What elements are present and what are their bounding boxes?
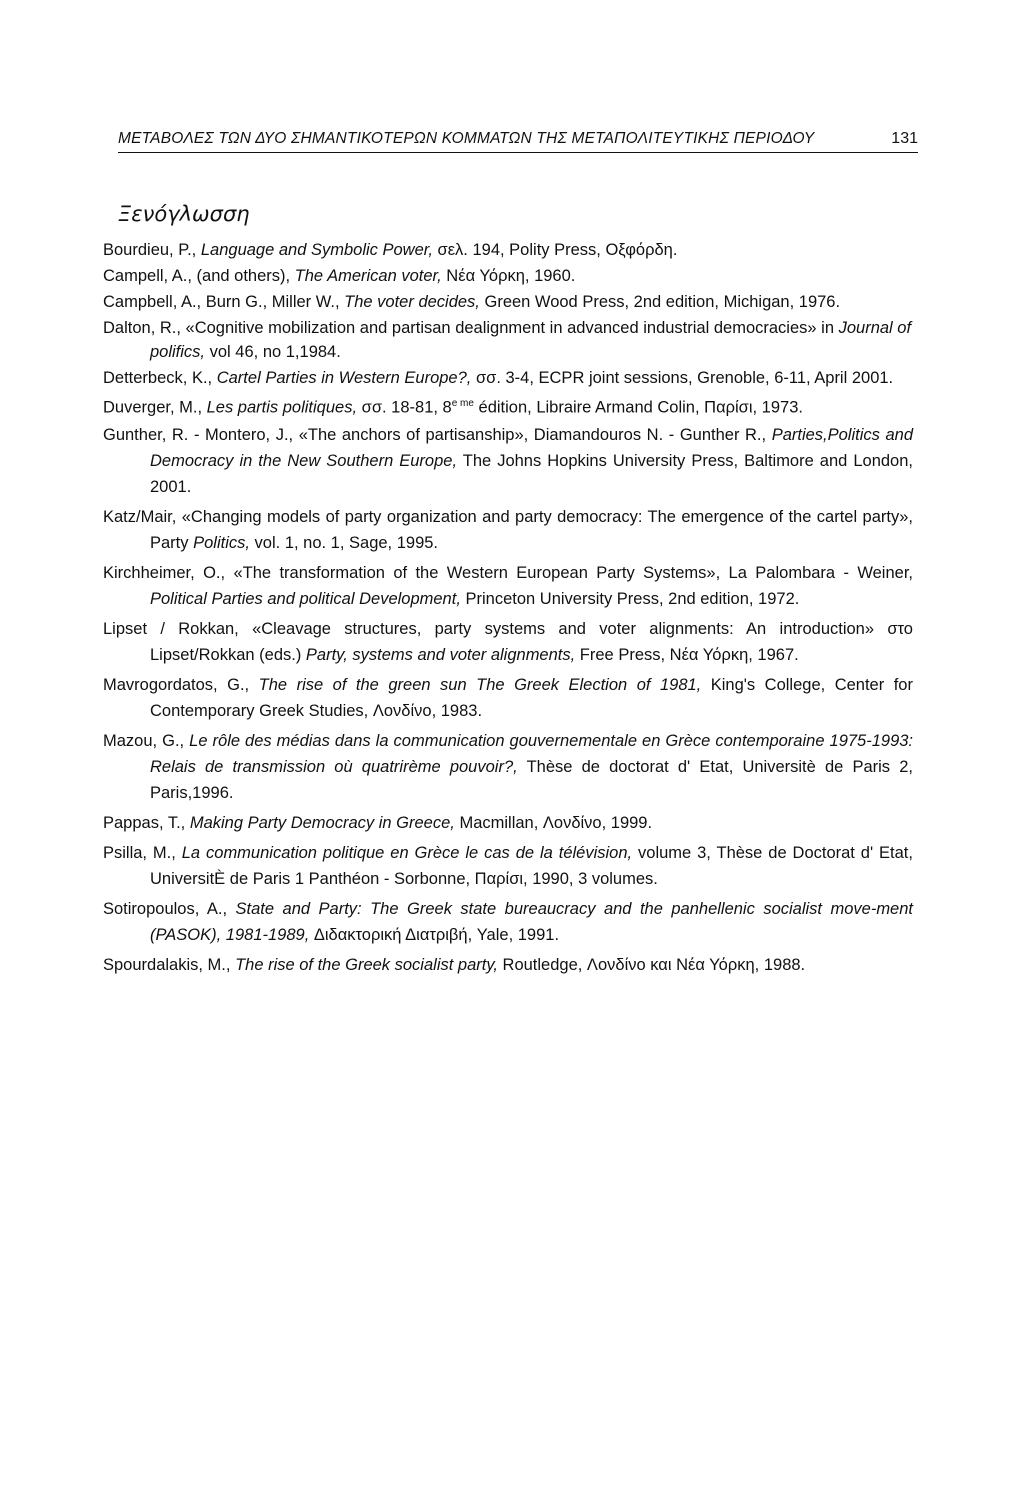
entry-text: Sotiropoulos, A., bbox=[103, 899, 236, 918]
entry-text: volume 3, Thèse de Doctorat d' Etat, UniversitÈ de Paris 1 Panthéon - Sorbonne, Παρίσι, 1990, 3 volumes. bbox=[150, 843, 913, 888]
entry-title: The rise of the green sun The Greek Election of 1981, bbox=[258, 675, 702, 694]
entry-title: The rise of the Greek socialist party, bbox=[235, 955, 498, 974]
entry-title: Cartel Parties in Western Europe?, bbox=[216, 369, 472, 387]
entry-text: édition, Libraire Armand Colin, Παρίσι, 1973. bbox=[473, 398, 803, 417]
running-header bbox=[118, 130, 918, 153]
entry-text: Macmillan, Λονδίνο, 1999. bbox=[454, 813, 653, 832]
bibliography-entry bbox=[103, 672, 913, 724]
bibliography-entry bbox=[103, 840, 913, 892]
entry-title: State and Party: The Greek state bureaucracy and the panhellenic socialist move-ment (PASOK), 1981-1989, bbox=[150, 899, 913, 944]
entry-text: Campbell, A., Burn G., Miller W., bbox=[103, 293, 345, 311]
entry-title: Making Party Democracy in Greece, bbox=[189, 813, 455, 832]
entry-text: Mazou, G., bbox=[103, 731, 190, 750]
bibliography-entry bbox=[103, 560, 913, 612]
entry-text: Dalton, R., «Cognitive mobilization and partisan dealignment in advanced industrial democracies» in bbox=[103, 319, 839, 337]
bibliography-entry bbox=[103, 264, 913, 288]
entry-text: Katz/Mair, «Changing models of party organization and party democracy: The emergence of the cartel party», Party bbox=[103, 507, 913, 552]
entry-text: Free Press, Νέα Υόρκη, 1967. bbox=[575, 645, 799, 664]
entry-text: Green Wood Press, 2nd edition, Michigan, 1976. bbox=[479, 293, 841, 311]
entry-text: Lipset / Rokkan, «Cleavage structures, party systems and voter alignments: An introduction» στο Lipset/Rokkan (eds.) bbox=[103, 619, 913, 664]
bibliography-entry bbox=[103, 810, 913, 836]
entry-text: Campell, A., (and others), bbox=[103, 267, 295, 285]
bibliography-entry bbox=[103, 728, 913, 806]
entry-title: Language and Symbolic Power, bbox=[200, 241, 433, 259]
entry-text: Spourdalakis, M., bbox=[103, 955, 236, 974]
entry-text: Princeton University Press, 2nd edition, 1972. bbox=[460, 589, 800, 608]
bibliography-entry bbox=[103, 290, 913, 314]
entry-text: Routledge, Λονδίνο και Νέα Υόρκη, 1988. bbox=[497, 955, 806, 974]
entry-text: σσ. 3-4, ECPR joint sessions, Grenoble, 6-11, April 2001. bbox=[471, 369, 894, 387]
entry-text: Thèse de doctorat d' Etat, Universitè de Paris 2, Paris,1996. bbox=[150, 757, 913, 802]
entry-text: Kirchheimer, O., «The transformation of the Western European Party Systems», La Palombara - Weiner, bbox=[103, 563, 913, 582]
entry-text: Gunther, R. - Montero, J., «The anchors of partisanship», Diamandouros N. - Gunther R., bbox=[103, 425, 772, 444]
bibliography-entry bbox=[103, 316, 913, 364]
bibliography-entry bbox=[103, 422, 913, 500]
section-heading: Ξενόγλωσση bbox=[118, 202, 250, 226]
page-number: 131 bbox=[891, 130, 918, 147]
entry-text: The Johns Hopkins University Press, Baltimore and London, 2001. bbox=[150, 451, 913, 496]
entry-text: King's College, Center for Contemporary Greek Studies, Λονδίνο, 1983. bbox=[150, 675, 913, 720]
entry-title: Politics, bbox=[193, 533, 250, 552]
entry-title: The voter decides, bbox=[344, 293, 480, 311]
bibliography-entry bbox=[103, 366, 913, 390]
bibliography-entry bbox=[103, 238, 913, 262]
entry-text: Νέα Υόρκη, 1960. bbox=[441, 267, 576, 285]
entry-title: Parties,Politics and Democracy in the New Southern Europe, bbox=[150, 425, 913, 470]
entry-title: Le rôle des médias dans la communication gouvernementale en Grèce contemporaine 1975-1993: Relais de transmission où quatrirème pouvoir?, bbox=[150, 731, 914, 776]
entry-text: σελ. 194, Polity Press, Οξφόρδη. bbox=[432, 241, 678, 259]
bibliography-entry bbox=[103, 952, 913, 978]
bibliography-entry bbox=[103, 616, 913, 668]
entry-text: Διδακτορική Διατριβή, Yale, 1991. bbox=[309, 925, 560, 944]
entry-text: Duverger, M., bbox=[103, 398, 207, 417]
entry-text: σσ. 18-81, 8 bbox=[357, 398, 452, 417]
entry-title: Political Parties and political Development, bbox=[150, 589, 461, 608]
entry-title: The American voter, bbox=[294, 267, 442, 285]
entry-title: Les partis politiques, bbox=[206, 398, 358, 417]
entry-text: Detterbeck, K., bbox=[103, 369, 217, 387]
entry-text: vol 46, no 1,1984. bbox=[205, 343, 341, 361]
entry-text: Psilla, M., bbox=[103, 843, 182, 862]
entry-text: Bourdieu, P., bbox=[103, 241, 201, 259]
edition-superscript: e me bbox=[451, 398, 474, 409]
entry-text: Pappas, T., bbox=[103, 813, 190, 832]
running-header-title: ΜΕΤΑΒΟΛΕΣ ΤΩΝ ΔΥΟ ΣΗΜΑΝΤΙΚΟΤΕΡΩΝ ΚΟΜΜΑΤΩΝ ΤΗΣ ΜΕΤΑΠΟΛΙΤΕΥΤΙΚΗΣ ΠΕΡΙΟΔΟΥ bbox=[118, 130, 815, 147]
entry-title: La communication politique en Grèce le cas de la télévision, bbox=[181, 843, 633, 862]
entry-title: Journal of polifics, bbox=[150, 319, 912, 361]
bibliography-entry bbox=[103, 504, 913, 556]
bibliography-entry bbox=[103, 896, 913, 948]
entry-text: vol. 1, no. 1, Sage, 1995. bbox=[249, 533, 439, 552]
bibliography-entry bbox=[103, 392, 913, 420]
entry-text: Mavrogordatos, G., bbox=[103, 675, 259, 694]
bibliography-list bbox=[103, 238, 913, 982]
entry-title: Party, systems and voter alignments, bbox=[305, 645, 576, 664]
